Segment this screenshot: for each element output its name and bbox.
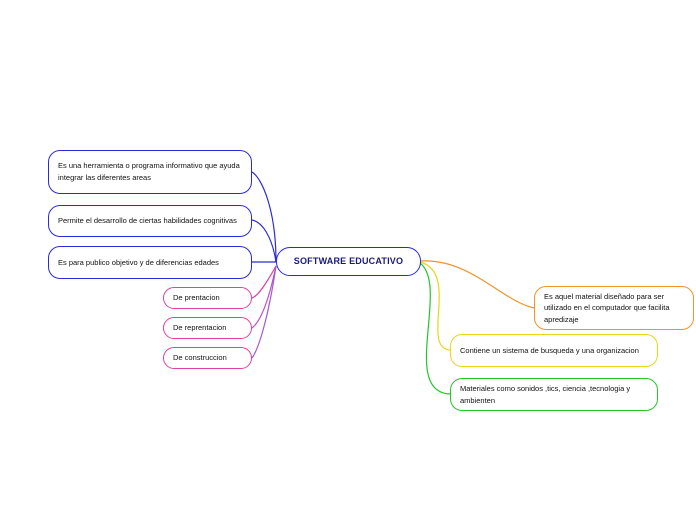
central-node[interactable] xyxy=(276,247,421,276)
node-right-1-label: Es aquel material diseñado para ser utilizado en el computador que facilita apredizaje xyxy=(544,291,670,324)
node-left-3-label: Es para publico objetivo y de diferencias edades xyxy=(58,257,219,267)
node-left-5-label: De reprentacion xyxy=(173,323,227,333)
node-right-1[interactable] xyxy=(534,286,694,330)
node-left-3[interactable] xyxy=(48,246,252,279)
node-right-2-label: Contiene un sistema de busqueda y una organizacion xyxy=(460,345,639,355)
node-left-4-label: De prentacion xyxy=(173,293,220,303)
node-left-6-label: De construccion xyxy=(173,353,227,363)
node-left-5[interactable] xyxy=(163,317,252,339)
node-right-3-label: Materiales como sonidos ,tics, ciencia ,tecnologia y ambienten xyxy=(460,383,631,405)
node-right-3[interactable] xyxy=(450,378,658,411)
node-left-4[interactable] xyxy=(163,287,252,309)
node-left-2[interactable] xyxy=(48,205,252,237)
node-left-1[interactable] xyxy=(48,150,252,194)
node-left-6[interactable] xyxy=(163,347,252,369)
node-left-2-label: Permite el desarrollo de ciertas habilidades cognitivas xyxy=(58,216,237,226)
node-right-2[interactable] xyxy=(450,334,658,367)
node-left-1-label: Es una herramienta o programa informativo que ayuda integrar las diferentes areas xyxy=(58,161,240,182)
central-node-label: SOFTWARE EDUCATIVO xyxy=(293,255,404,266)
